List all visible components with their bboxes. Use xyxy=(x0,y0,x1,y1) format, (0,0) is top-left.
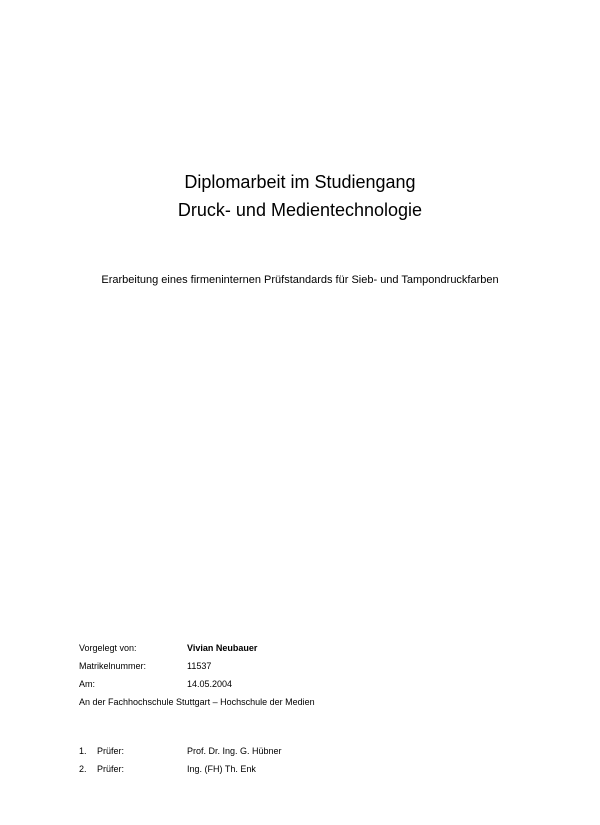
date-value: 14.05.2004 xyxy=(187,679,233,689)
examiner-name: Prof. Dr. Ing. G. Hübner xyxy=(187,746,282,756)
submission-info xyxy=(79,639,559,711)
matriculation-label: Matrikelnummer: xyxy=(79,661,147,671)
examiner-role: Prüfer: xyxy=(97,764,125,774)
thesis-title-line-2: Druck- und Medientechnologie xyxy=(177,200,423,220)
matriculation-row xyxy=(79,657,559,675)
matriculation-value: 11537 xyxy=(187,661,212,671)
submitted-by-value: Vivian Neubauer xyxy=(187,643,258,653)
examiner-name: Ing. (FH) Th. Enk xyxy=(187,764,256,774)
thesis-subtitle: Erarbeitung eines firmeninternen Prüfstandards für Sieb- und Tampondruckfarben xyxy=(101,274,499,286)
submitted-by-row xyxy=(79,639,559,657)
date-row xyxy=(79,675,559,693)
examiners-list xyxy=(79,742,559,778)
examiner-role: Prüfer: xyxy=(97,746,125,756)
thesis-title-line-1: Diplomarbeit im Studiengang xyxy=(184,172,416,192)
examiner-row-1 xyxy=(79,742,559,760)
institution-line: An der Fachhochschule Stuttgart – Hochschule der Medien xyxy=(79,697,315,707)
examiner-number: 1. xyxy=(79,746,87,756)
examiner-number: 2. xyxy=(79,764,87,774)
date-label: Am: xyxy=(79,679,96,689)
examiner-row-2 xyxy=(79,760,559,778)
submitted-by-label: Vorgelegt von: xyxy=(79,643,137,653)
thesis-title xyxy=(0,168,600,224)
